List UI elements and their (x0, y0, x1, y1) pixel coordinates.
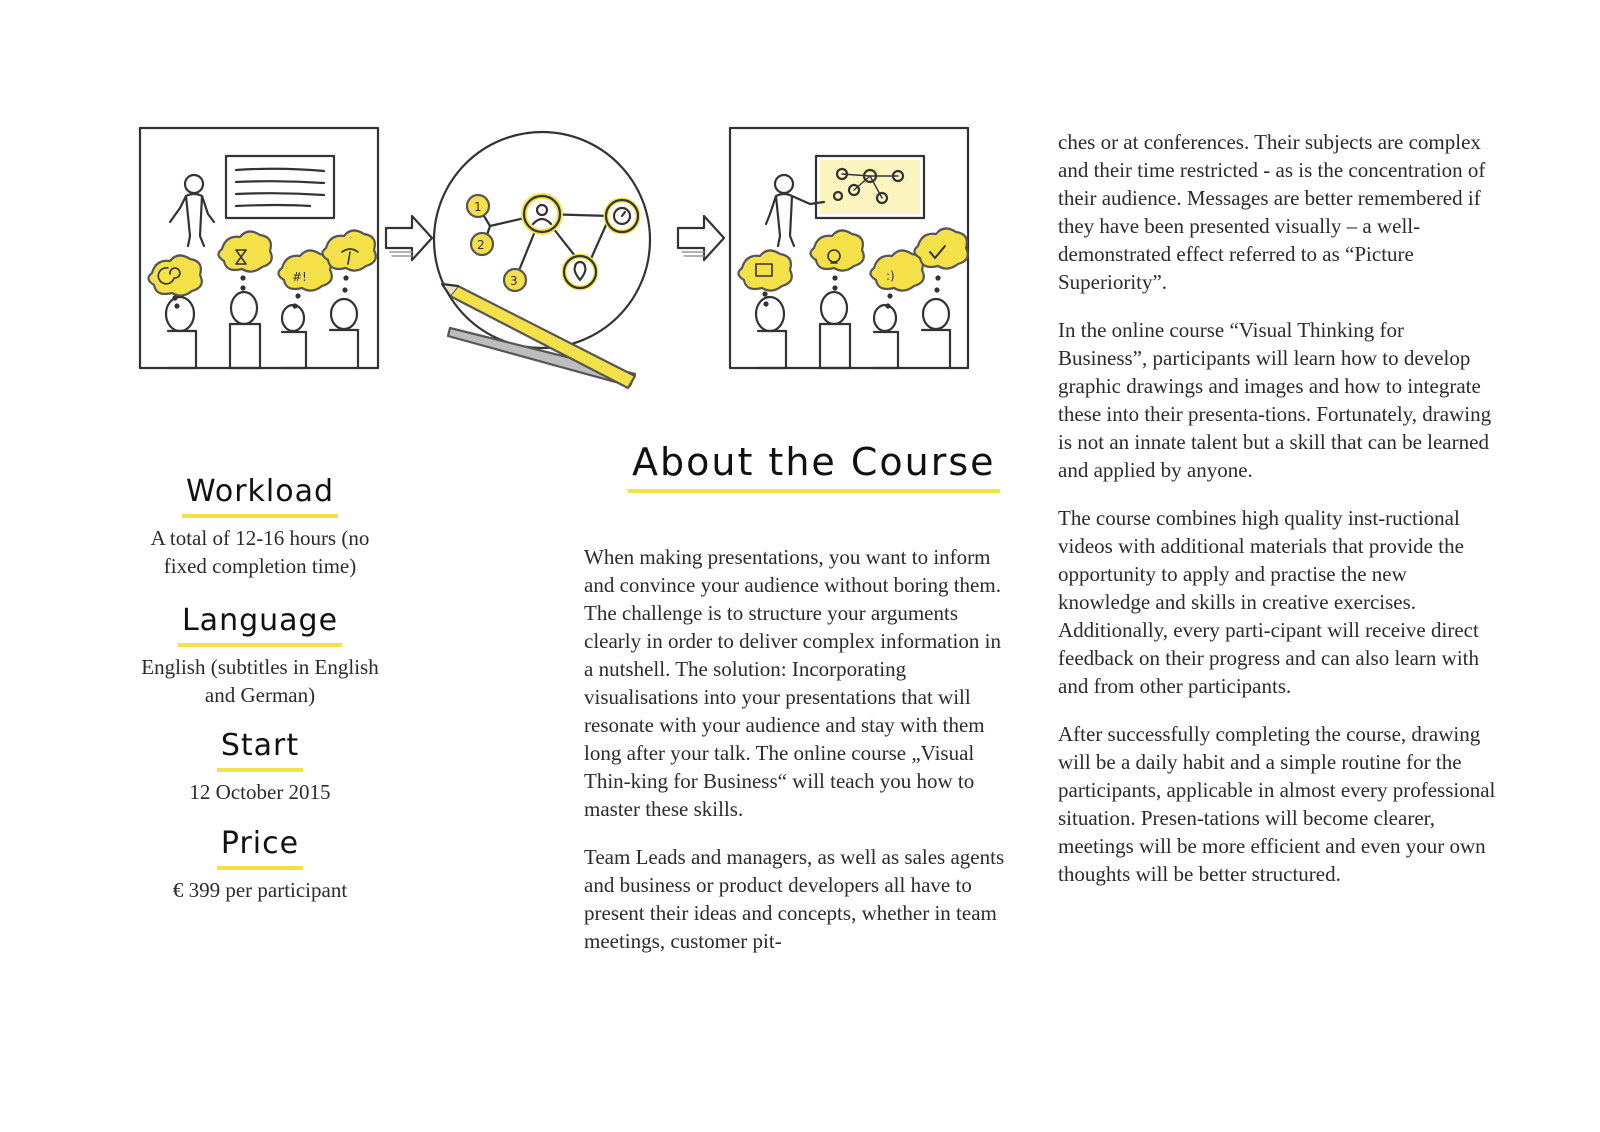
arrow-right-icon (386, 216, 432, 260)
panel-visual-presentation (730, 128, 968, 368)
svg-text:2: 2 (477, 238, 485, 252)
arrow-right-icon (678, 216, 724, 260)
workload-heading: Workload (182, 476, 338, 518)
about-course-heading: About the Course (628, 443, 1000, 493)
svg-text:#!: #! (292, 270, 307, 284)
language-value: English (subtitles in English and German) (141, 654, 379, 707)
start-value: 12 October 2015 (189, 779, 331, 804)
start-heading: Start (217, 730, 303, 772)
fact-price (130, 828, 390, 904)
svg-text:1: 1 (474, 200, 482, 214)
price-heading: Price (217, 828, 303, 870)
panel-text-presentation (140, 128, 378, 368)
about-paragraph: In the online course “Visual Thinking for Business”, participants will learn how to develop graphic drawings and images and how to integrate these into their presenta-tions. Fortunately, drawing is not an innate talent but a skill that can be learned and applied by anyone. (1058, 318, 1492, 482)
course-illustration (130, 118, 1010, 408)
about-paragraph: When making presentations, you want to inform and convince your audience without boring them. The challenge is to structure your arguments clearly in order to deliver complex information in a nutshell. The solution: Incorporating visualisations into your presentations that will resonate with your audience and stay with them long after your talk. The online course „Visual Thin-king for Business“ will teach you how to master these skills. (584, 545, 1001, 821)
panel-network-diagram (434, 132, 650, 388)
about-text-right-column (1058, 128, 1498, 908)
svg-text:3: 3 (510, 274, 518, 288)
about-paragraph: Team Leads and managers, as well as sales agents and business or product developers all have to present their ideas and concepts, whether in team meetings, customer pit- (584, 845, 1005, 953)
svg-text::): :) (886, 269, 895, 283)
fact-language (130, 605, 390, 709)
workload-value: A total of 12-16 hours (no fixed completion time) (150, 525, 370, 578)
about-paragraph: The course combines high quality inst-ructional videos with additional materials that provide the opportunity to apply and practise the new knowledge and skills in creative exercises. Additionally, every parti-cipant will receive direct feedback on their progress and can also learn with and from other participants. (1058, 506, 1480, 698)
language-heading: Language (178, 605, 342, 647)
about-text-middle-column (584, 543, 1014, 975)
fact-workload (130, 476, 390, 580)
price-value: € 399 per participant (172, 877, 348, 902)
about-paragraph: After successfully completing the course, drawing will be a daily habit and a simple routine for the participants, applicable in almost every professional situation. Presen-tations will become clearer, meetings will be more efficient and even your own thoughts will be better structured. (1058, 722, 1496, 886)
about-paragraph: ches or at conferences. Their subjects are complex and their time restricted - as is the concentration of their audience. Messages are better remembered if they have been presented visually – a well-demonstrated effect referred to as “Picture Superiority”. (1058, 130, 1486, 294)
fact-start (130, 730, 390, 806)
